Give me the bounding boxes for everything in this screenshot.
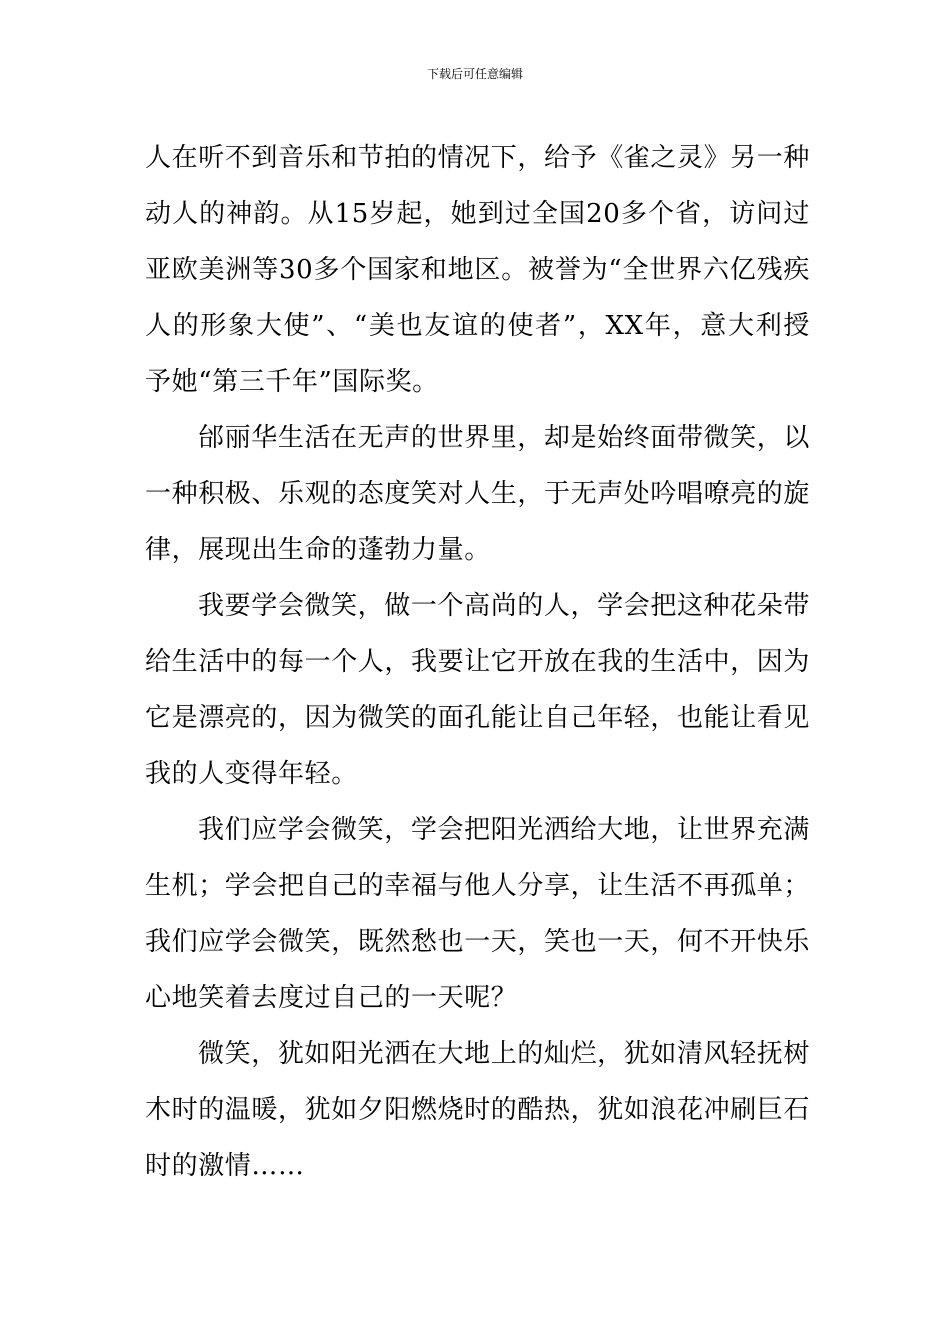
paragraph: 我们应学会微笑，学会把阳光洒给大地，让世界充满生机；学会把自己的幸福与他人分享，让生活不再孤单；我们应学会微笑，既然愁也一天，笑也一天，何不开快乐心地笑着去度过自己的一天呢？	[145, 815, 811, 1013]
document-body	[145, 130, 810, 1194]
paragraph-continued: 人在听不到音乐和节拍的情况下，给予《雀之灵》另一种动人的神韵。从15岁起，她到过全国20多个省，访问过亚欧美洲等30多个国家和地区。被誉为“全世界六亿残疾人的形象大使”、“美也友谊的使者”，XX年，意大利授予她“第三千年”国际奖。	[145, 143, 811, 397]
page-header: 下载后可任意编辑	[426, 67, 523, 81]
paragraph: 我要学会微笑，做一个高尚的人，学会把这种花朵带给生活中的每一个人，我要让它开放在我的生活中，因为它是漂亮的，因为微笑的面孔能让自己年轻，也能让看见我的人变得年轻。	[145, 591, 811, 789]
paragraph: 微笑，犹如阳光洒在大地上的灿烂，犹如清风轻抚树木时的温暖，犹如夕阳燃烧时的酷热，犹如浪花冲刷巨石时的激情……	[145, 1039, 811, 1181]
paragraph: 邰丽华生活在无声的世界里，却是始终面带微笑，以一种积极、乐观的态度笑对人生，于无声处吟唱嘹亮的旋律，展现出生命的蓬勃力量。	[145, 423, 811, 565]
